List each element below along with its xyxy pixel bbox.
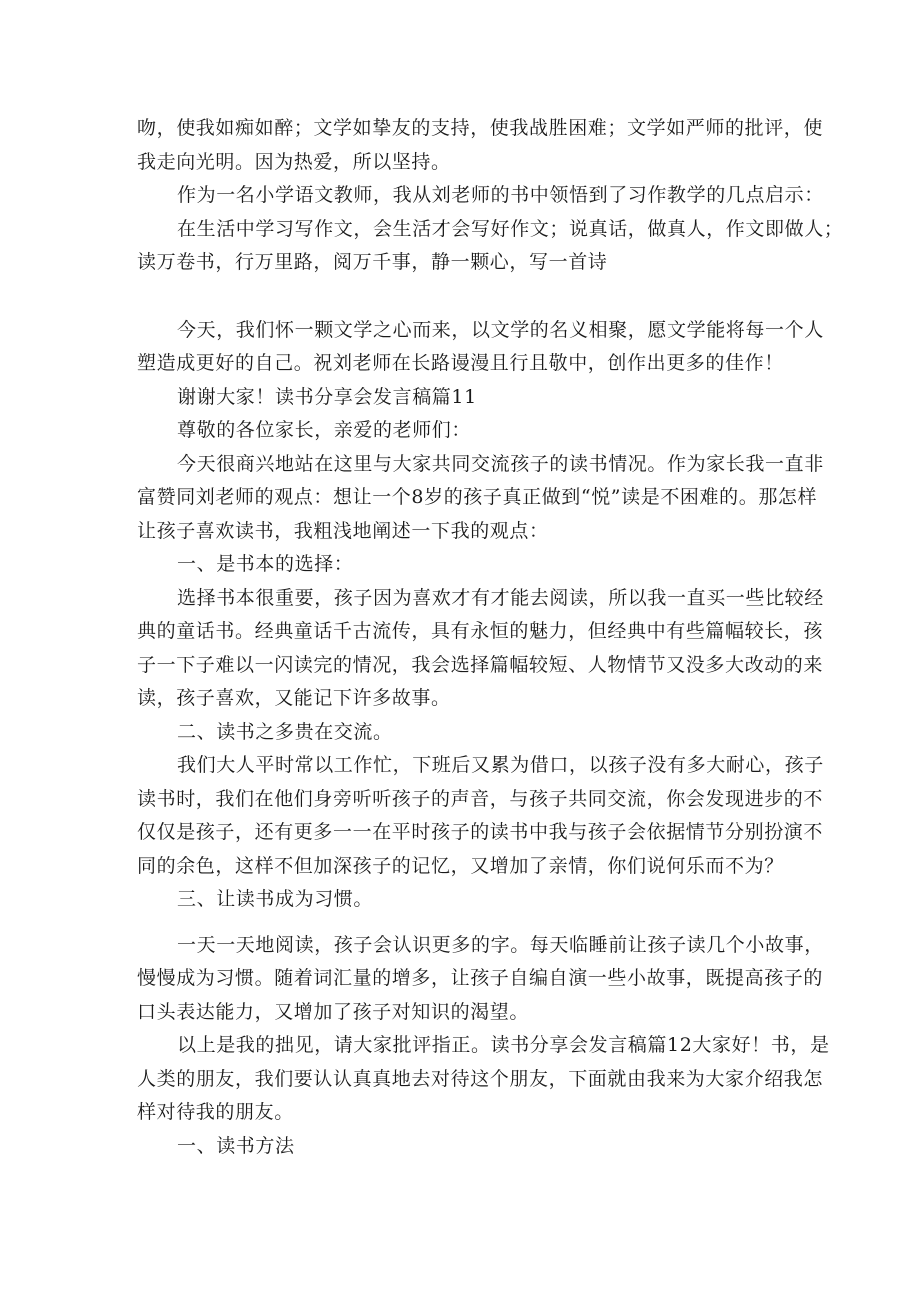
- paragraph: [137, 314, 824, 381]
- paragraph: [137, 448, 824, 549]
- text-line: 我们大人平时常以工作忙，下班后又累为借口，以孩子没有多大耐心，孩子: [177, 754, 824, 776]
- text-line: 读，孩子喜欢，又能记下许多故事。: [137, 687, 451, 709]
- text-line: 一天一天地阅读，孩子会认识更多的字。每天临睡前让孩子读几个小故事，: [177, 933, 824, 956]
- salutation: [137, 414, 787, 448]
- paragraph-gap: [137, 917, 787, 929]
- paragraph: [137, 582, 824, 716]
- text-line: 仅仅是孩子，还有更多一一在平时孩子的读书中我与孩子会依据情节分别扮演不: [137, 821, 824, 843]
- text-line: 谢谢大家！读书分享会发言稿篇11: [177, 385, 477, 408]
- paragraph: [137, 749, 824, 883]
- text-line: 同的余色，这样不但加深孩子的记忆，又增加了亲情，你们说何乐而不为？: [137, 854, 784, 877]
- paragraph: [137, 929, 824, 1030]
- text-line: 今天，我们怀一颗文学之心而来，以文学的名义相聚，愿文学能将每一个人: [177, 318, 824, 341]
- text-line: 慢慢成为习惯。随着词汇量的增多，让孩子自编自演一些小故事，既提高孩子的: [137, 967, 824, 989]
- paragraph: [137, 213, 844, 280]
- section-heading: [137, 883, 787, 917]
- text-line: 口头表达能力，又增加了孩子对知识的渴望。: [137, 1000, 530, 1023]
- text-line: 尊敬的各位家长，亲爱的老师们：: [177, 419, 472, 441]
- text-line: 塑造成更好的自己。祝刘老师在长路谩漫且行且敬中，创作出更多的佳作！: [137, 352, 784, 374]
- section-heading: [137, 548, 787, 582]
- text-line: 在生活中学习写作文，会生活才会写好作文；说真话，做真人，作文即做人；: [177, 217, 844, 240]
- paragraph: [137, 112, 824, 179]
- text-line: 以上是我的拙见，请大家批评指正。读书分享会发言稿篇12大家好！书，是: [177, 1034, 830, 1056]
- text-line: 一、读书方法: [177, 1134, 295, 1157]
- text-line: 吻，使我如痴如醉；文学如挚友的支持，使我战胜困难；文学如严师的批评，使: [137, 117, 824, 139]
- document-page: [137, 112, 844, 1163]
- text-line: 二、读书之多贵在交流。: [177, 720, 393, 743]
- paragraph: [137, 1029, 830, 1130]
- text-line: 一、是书本的选择：: [177, 553, 354, 575]
- paragraph: [137, 179, 824, 213]
- text-line: 人类的朋友，我们要认认真真地去对待这个朋友，下面就由我来为大家介绍我怎: [137, 1067, 824, 1090]
- text-line: 样对待我的朋友。: [137, 1101, 294, 1123]
- text-line: 读万卷书，行万里路，阅万千事，静一颗心，写一首诗: [137, 251, 608, 273]
- text-line: 读书时，我们在他们身旁听听孩子的声音，与孩子共同交流，你会发现进步的不: [137, 787, 824, 810]
- text-line: 让孩子喜欢读书，我粗浅地阐述一下我的观点：: [137, 519, 549, 542]
- text-line: 我走向光明。因为热爱，所以坚持。: [137, 150, 451, 173]
- text-line: 富赞同刘老师的观点：想让一个8岁的孩子真正做到“悦”读是不困难的。那怎样: [137, 486, 818, 508]
- text-line: 三、让读书成为习惯。: [177, 888, 374, 910]
- paragraph-gap: [137, 280, 787, 314]
- text-line: 典的童话书。经典童话千古流传，具有永恒的魅力，但经典中有些篇幅较长，孩: [137, 620, 824, 642]
- section-heading: [137, 716, 787, 750]
- section-heading: [137, 1130, 787, 1164]
- heading-line: [137, 381, 787, 415]
- text-line: 作为一名小学语文教师，我从刘老师的书中领悟到了习作教学的几点启示：: [177, 184, 824, 206]
- text-line: 选择书本很重要，孩子因为喜欢才有才能去阅读，所以我一直买一些比较经: [177, 586, 824, 609]
- text-line: 子一下子难以一闪读完的情况，我会选择篇幅较短、人物情节又没多大改动的来: [137, 653, 824, 676]
- text-line: 今天很商兴地站在这里与大家共同交流孩子的读书情况。作为家长我一直非: [177, 452, 824, 475]
